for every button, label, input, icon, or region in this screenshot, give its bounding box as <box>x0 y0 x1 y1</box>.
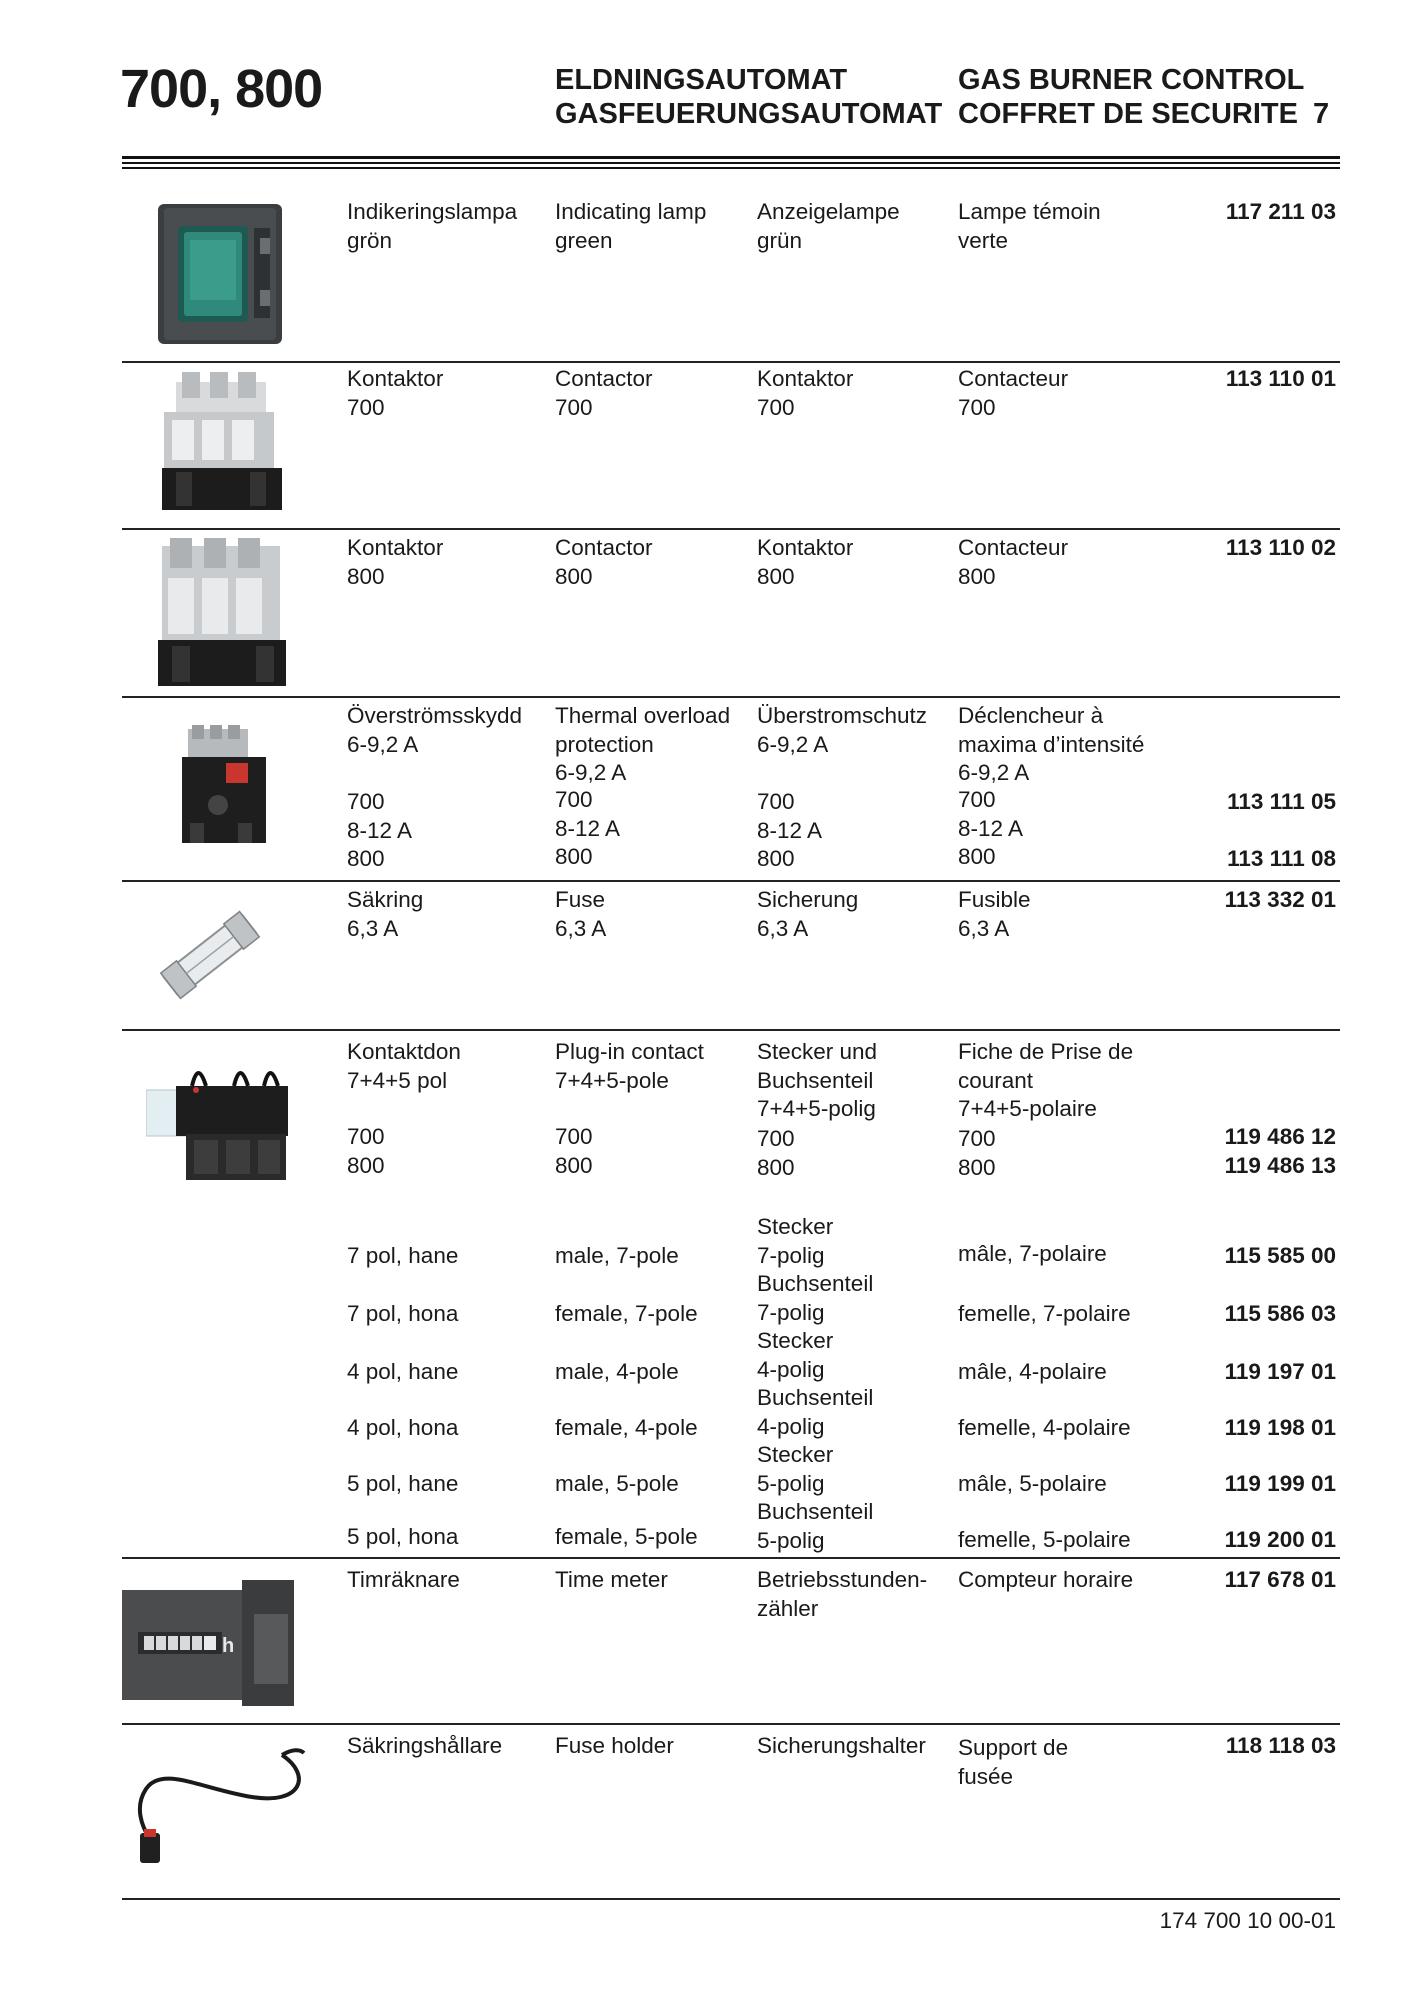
part-number: 117 211 03 <box>1225 199 1336 224</box>
item-detail-fr: 800 <box>958 563 996 589</box>
variant-model: 700 <box>958 787 996 812</box>
part-number: 115 585 00 <box>1224 1243 1336 1268</box>
item-name-en: Time meter <box>555 1567 668 1592</box>
time-meter-image <box>122 1580 297 1710</box>
item-detail-de: 6-9,2 A <box>757 731 829 757</box>
variant-model: 700 <box>958 1126 996 1151</box>
part-name-fr: femelle, 4-polaire <box>958 1415 1131 1440</box>
variant-model: 800 <box>958 1154 996 1180</box>
part-number: 119 486 12 <box>1224 1124 1336 1149</box>
part-poles-de: 4-polig <box>757 1356 825 1382</box>
row-divider <box>122 1557 1340 1559</box>
variant-model: 800 <box>555 1152 593 1178</box>
item-detail-sv: grön <box>347 227 393 253</box>
item-name-en: Fuse <box>555 887 606 912</box>
item-name-sv: Säkringshållare <box>347 1733 503 1758</box>
part-number: 119 486 13 <box>1224 1153 1336 1178</box>
item-detail-sv: 800 <box>347 563 385 589</box>
part-name-de: Stecker <box>757 1328 834 1353</box>
item-name-de: Sicherung <box>757 887 859 912</box>
item-detail-en: protection <box>555 731 654 757</box>
row-divider <box>122 1723 1340 1725</box>
item-name-fr: Contacteur <box>958 535 1069 560</box>
variant-model: 700 <box>347 1124 385 1149</box>
plug-in-contact-image <box>146 1056 294 1184</box>
variant-model: 800 <box>958 844 996 869</box>
variant-range: 8-12 A <box>555 815 621 841</box>
part-poles-de: 7-polig <box>757 1242 825 1268</box>
part-number: 119 198 01 <box>1224 1415 1336 1440</box>
part-number: 113 111 08 <box>1227 846 1336 871</box>
variant-model: 700 <box>555 1124 593 1149</box>
part-name-de: Stecker <box>757 1442 834 1467</box>
row-divider <box>122 1029 1340 1031</box>
item-poles-de: 7+4+5-polig <box>757 1096 876 1121</box>
variant-range: 8-12 A <box>958 815 1024 841</box>
part-name-en: female, 7-pole <box>555 1301 698 1326</box>
variant-model: 800 <box>347 846 385 871</box>
item-detail-en: green <box>555 227 613 253</box>
row-divider <box>122 880 1340 882</box>
thermal-overload-image <box>178 725 272 851</box>
part-number: 115 586 03 <box>1224 1301 1336 1326</box>
item-detail-de: 800 <box>757 563 795 589</box>
item-detail-fr: 700 <box>958 394 996 420</box>
indicating-lamp-image <box>150 198 290 350</box>
item-name-fr: Déclencheur à <box>958 703 1104 728</box>
part-name-fr: mâle, 5-polaire <box>958 1471 1107 1496</box>
part-number: 119 200 01 <box>1224 1527 1336 1552</box>
item-name-de-cont: zähler <box>757 1595 819 1621</box>
variant-range: 8-12 A <box>757 817 823 843</box>
document-number: 174 700 10 00-01 <box>1159 1908 1336 1933</box>
row-divider <box>122 696 1340 698</box>
item-name-de: Kontaktor <box>757 366 854 391</box>
item-detail-fr: verte <box>958 227 1009 253</box>
part-name-en: male, 4-pole <box>555 1359 679 1384</box>
part-poles-de: 5-polig <box>757 1527 825 1553</box>
item-name-de: Kontaktor <box>757 535 854 560</box>
item-detail-de: Buchsenteil <box>757 1067 874 1093</box>
item-name-fr: Lampe témoin <box>958 199 1101 224</box>
part-name-fr: mâle, 7-polaire <box>958 1241 1107 1266</box>
part-name-de: Stecker <box>757 1214 834 1239</box>
fuse-image <box>150 905 272 1005</box>
item-name-fr: Compteur horaire <box>958 1567 1134 1592</box>
item-name-sv: Indikeringslampa <box>347 199 518 224</box>
meter-unit-label: h <box>222 1635 235 1657</box>
part-name-fr: femelle, 5-polaire <box>958 1527 1131 1552</box>
part-name-sv: 4 pol, hona <box>347 1415 459 1440</box>
item-name-de: Betriebsstunden- <box>757 1567 928 1592</box>
part-poles-de: 4-polig <box>757 1413 825 1439</box>
item-name-en: Fuse holder <box>555 1733 674 1758</box>
item-detail-de: 6,3 A <box>757 915 809 941</box>
contactor-image <box>152 538 292 694</box>
part-number: 113 110 02 <box>1225 535 1336 560</box>
part-name-sv: 4 pol, hane <box>347 1359 459 1384</box>
item-detail-fr: maxima d’intensité <box>958 731 1145 757</box>
part-name-sv: 5 pol, hane <box>347 1471 459 1496</box>
item-detail-fr: courant <box>958 1067 1034 1093</box>
part-name-fr: mâle, 4-polaire <box>958 1359 1107 1384</box>
item-range-fr: 6-9,2 A <box>958 760 1030 785</box>
variant-model: 700 <box>757 789 795 814</box>
variant-model: 800 <box>757 846 795 871</box>
item-name-de: Überstromschutz <box>757 703 928 728</box>
part-number: 118 118 03 <box>1225 1733 1336 1758</box>
item-name-en: Plug-in contact <box>555 1039 704 1064</box>
item-name-de: Anzeigelampe <box>757 199 900 224</box>
part-poles-de: 7-polig <box>757 1299 825 1325</box>
item-name-fr: Support de <box>958 1735 1069 1760</box>
variant-model: 700 <box>555 787 593 812</box>
item-name-en: Indicating lamp <box>555 199 707 224</box>
part-name-sv: 7 pol, hona <box>347 1301 459 1326</box>
part-name-en: male, 7-pole <box>555 1243 679 1268</box>
part-name-sv: 5 pol, hona <box>347 1524 459 1549</box>
item-name-en: Contactor <box>555 535 653 560</box>
title-en: GAS BURNER CONTROL <box>958 64 1305 96</box>
contactor-image <box>158 372 286 522</box>
item-detail-sv: 6-9,2 A <box>347 731 419 757</box>
variant-model: 800 <box>347 1152 385 1178</box>
item-name-fr: Fusible <box>958 887 1031 912</box>
item-name-en: Thermal overload <box>555 703 731 728</box>
title-de: GASFEUERUNGSAUTOMAT <box>555 98 943 130</box>
part-number: 113 332 01 <box>1224 887 1336 912</box>
part-name-en: male, 5-pole <box>555 1471 679 1496</box>
part-name-de: Buchsenteil <box>757 1499 874 1524</box>
item-name-sv: Säkring <box>347 887 424 912</box>
item-range-en: 6-9,2 A <box>555 760 627 785</box>
variant-model: 700 <box>757 1126 795 1151</box>
item-detail-sv: 6,3 A <box>347 915 399 941</box>
row-divider <box>122 528 1340 530</box>
item-poles-fr: 7+4+5-polaire <box>958 1096 1097 1121</box>
part-number: 119 197 01 <box>1224 1359 1336 1384</box>
item-detail-sv: 7+4+5 pol <box>347 1067 448 1093</box>
part-number: 117 678 01 <box>1224 1567 1336 1592</box>
item-detail-en: 7+4+5-pole <box>555 1067 669 1093</box>
part-name-sv: 7 pol, hane <box>347 1243 459 1268</box>
item-name-fr: Contacteur <box>958 366 1069 391</box>
part-name-fr: femelle, 7-polaire <box>958 1301 1131 1326</box>
item-name-en: Contactor <box>555 366 653 391</box>
part-name-de: Buchsenteil <box>757 1271 874 1296</box>
header-rule <box>122 167 1340 169</box>
item-detail-de: 700 <box>757 394 795 420</box>
part-name-de: Buchsenteil <box>757 1385 874 1410</box>
part-name-en: female, 4-pole <box>555 1415 698 1440</box>
title-sv: ELDNINGSAUTOMAT <box>555 64 848 96</box>
fuse-holder-image <box>132 1735 308 1875</box>
item-name-sv: Kontaktor <box>347 535 444 560</box>
page-number: 7 <box>1313 98 1330 130</box>
item-name-sv: Kontaktor <box>347 366 444 391</box>
variant-model: 800 <box>757 1154 795 1180</box>
item-name-sv: Överströmsskydd <box>347 703 523 728</box>
item-detail-en: 800 <box>555 563 593 589</box>
title-fr: COFFRET DE SECURITE <box>958 98 1298 130</box>
variant-model: 700 <box>347 789 385 814</box>
item-name-fr: Fiche de Prise de <box>958 1039 1134 1064</box>
item-name-sv: Timräknare <box>347 1567 460 1592</box>
header-rule <box>122 162 1340 164</box>
variant-model: 800 <box>555 844 593 869</box>
part-number: 113 111 05 <box>1227 789 1336 814</box>
item-name-de: Stecker und <box>757 1039 878 1064</box>
item-detail-de: grün <box>757 227 803 253</box>
model-number: 700, 800 <box>120 59 323 119</box>
item-detail-fr: 6,3 A <box>958 915 1010 941</box>
row-divider <box>122 361 1340 363</box>
item-detail-sv: 700 <box>347 394 385 420</box>
item-name-sv: Kontaktdon <box>347 1039 461 1064</box>
part-number: 113 110 01 <box>1225 366 1336 391</box>
part-poles-de: 5-polig <box>757 1470 825 1496</box>
item-detail-en: 6,3 A <box>555 915 607 941</box>
footer-rule <box>122 1898 1340 1900</box>
item-name-de: Sicherungshalter <box>757 1733 926 1758</box>
part-number: 119 199 01 <box>1224 1471 1336 1496</box>
item-detail-en: 700 <box>555 394 593 420</box>
header-rule <box>122 156 1340 159</box>
part-name-en: female, 5-pole <box>555 1524 698 1549</box>
variant-range: 8-12 A <box>347 817 413 843</box>
item-name-fr-cont: fusée <box>958 1763 1014 1789</box>
